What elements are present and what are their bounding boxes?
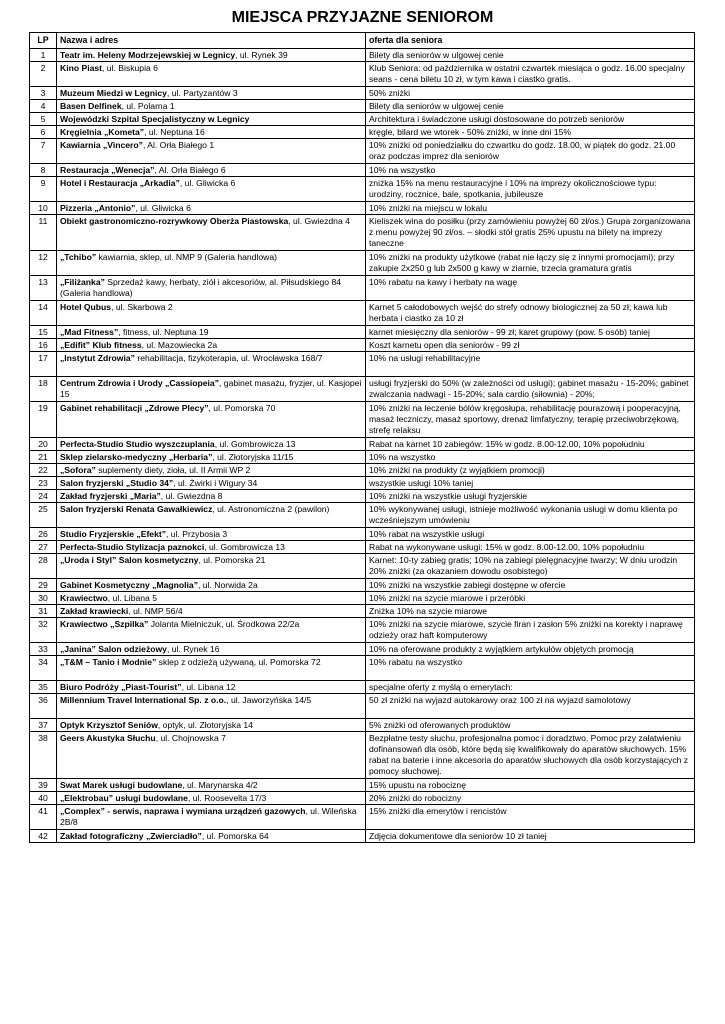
place-address: , ul. Pomorska 21 xyxy=(198,555,266,565)
place-name: Krawiectwo xyxy=(60,593,108,603)
place-name: „Instytut Zdrowia” xyxy=(60,353,135,363)
place-name-address xyxy=(57,202,366,215)
place-name: Gabinet rehabilitacji „Zdrowe Plecy” xyxy=(60,403,209,413)
table-row xyxy=(30,643,695,656)
place-address: , ul. Pomorska 64 xyxy=(201,831,269,841)
place-address: , ul. Rynek 16 xyxy=(166,644,220,654)
row-number: 17 xyxy=(30,352,57,377)
table-row xyxy=(30,503,695,528)
senior-offer: 15% upustu na robociznę xyxy=(366,779,695,792)
place-address: , ul. Mazowiecka 2a xyxy=(141,340,218,350)
senior-offer: Rabat na wykonywane usługi: 15% w godz. 8.00-12.00, 10% popołudniu xyxy=(366,541,695,554)
row-number: 41 xyxy=(30,805,57,830)
place-name: Biuro Podróży „Piast-Tourist” xyxy=(60,682,182,692)
senior-offer: 50 zł zniżki na wyjazd autokarowy oraz 100 zł na wyjazd samolotowy xyxy=(366,694,695,719)
place-address: , ul. Chojnowska 7 xyxy=(155,733,226,743)
place-name-address xyxy=(57,100,366,113)
place-address: , fitness, ul. Neptuna 19 xyxy=(118,327,209,337)
row-number: 35 xyxy=(30,681,57,694)
place-name: Zakład krawiecki xyxy=(60,606,129,616)
row-number: 34 xyxy=(30,656,57,681)
place-name-address xyxy=(57,251,366,276)
place-address: Sprzedaż kawy, herbaty, ziół i akcesoriów, al. Piłsudskiego 84 (Galeria handlowa) xyxy=(60,277,342,298)
place-name: Sklep zielarsko-medyczny „Herbaria” xyxy=(60,452,213,462)
place-name: Gabinet Kosmetyczny „Magnolia” xyxy=(60,580,199,590)
table-row xyxy=(30,592,695,605)
senior-offer: karnet miesięczny dla seniorów - 99 zł; karet grupowy (pow. 5 osób) taniej xyxy=(366,326,695,339)
table-row xyxy=(30,251,695,276)
place-address: , ul. Skarbowa 2 xyxy=(111,302,173,312)
place-address: , ul. Wileńska 2B/8 xyxy=(60,806,357,827)
place-address: , ul. Pomorska 70 xyxy=(208,403,276,413)
row-number: 8 xyxy=(30,164,57,177)
place-address: Jolanta Mielniczuk, ul. Środkowa 22/2a xyxy=(148,619,300,629)
place-name: „T&M – Tanio i Modnie” xyxy=(60,657,157,667)
place-address: kawiarnia, sklep, ul. NMP 9 (Galeria handlowa) xyxy=(96,252,277,262)
table-row xyxy=(30,301,695,326)
place-name-address xyxy=(57,503,366,528)
senior-offer: 10% na usługi rehabilitacyjne xyxy=(366,352,695,377)
place-address: , ul. Libana 5 xyxy=(107,593,157,603)
place-name: Perfecta-Studio Stylizacja paznokci xyxy=(60,542,205,552)
senior-offer: 10% na wszystko xyxy=(366,164,695,177)
header-name-address: Nazwa i adres xyxy=(57,33,366,49)
senior-offer: Karnet: 10-ty zabieg gratis; 10% na zabiegi pielęgnacyjne twarzy; W dniu urodzin 20% zniżki (za okazaniem dowodu osobistego) xyxy=(366,554,695,579)
place-name: Studio Fryzjerskie „Efekt” xyxy=(60,529,167,539)
senior-offer: 10% na oferowane produkty z wyjątkiem artykułów objętych promocją xyxy=(366,643,695,656)
place-name-address xyxy=(57,464,366,477)
place-address: , ul. Norwida 2a xyxy=(198,580,258,590)
place-name: Pizzeria „Antonio” xyxy=(60,203,136,213)
row-number: 21 xyxy=(30,451,57,464)
table-row xyxy=(30,352,695,377)
table-row xyxy=(30,49,695,62)
table-row xyxy=(30,694,695,719)
place-address: , ul. Gwiezdna 8 xyxy=(160,491,223,501)
row-number: 14 xyxy=(30,301,57,326)
row-number: 10 xyxy=(30,202,57,215)
place-name: Centrum Zdrowia i Urody „Cassiopeia” xyxy=(60,378,220,388)
place-name-address xyxy=(57,49,366,62)
senior-offer: wszystkie usługi 10% taniej xyxy=(366,477,695,490)
table-row xyxy=(30,528,695,541)
table-row xyxy=(30,451,695,464)
place-address: , ul. Gombrowicza 13 xyxy=(214,439,296,449)
table-row xyxy=(30,719,695,732)
row-number: 16 xyxy=(30,339,57,352)
place-name-address xyxy=(57,681,366,694)
place-name-address xyxy=(57,301,366,326)
place-name: Hotel Qubus xyxy=(60,302,112,312)
header-offer: oferta dla seniora xyxy=(366,33,695,49)
table-row xyxy=(30,779,695,792)
row-number: 2 xyxy=(30,62,57,87)
senior-offer: Bezpłatne testy słuchu, profesjonalna pomoc i doradztwo. Pomoc przy załatwieniu dofinansowań dla osób, które będą się kwalifikowały do aparatów słuchowych. 15% rabat na baterie i inne akcesoria do aparatów słuchowych dla osób korzystających z pomocy słuchowej. xyxy=(366,732,695,779)
place-name-address xyxy=(57,528,366,541)
table-row xyxy=(30,656,695,681)
place-name: Zakład fryzjerski „Maria” xyxy=(60,491,161,501)
table-row xyxy=(30,62,695,87)
place-name-address xyxy=(57,377,366,402)
row-number: 37 xyxy=(30,719,57,732)
table-row xyxy=(30,215,695,251)
page-title: MIEJSCA PRZYJAZNE SENIOROM xyxy=(231,9,494,26)
place-address: , ul. Złotoryjska 11/15 xyxy=(212,452,294,462)
place-name: Krawiectwo „Szpilka” xyxy=(60,619,149,629)
row-number: 13 xyxy=(30,276,57,301)
table-row xyxy=(30,113,695,126)
table-row xyxy=(30,377,695,402)
row-number: 11 xyxy=(30,215,57,251)
senior-offer: 20% zniżki do robocizny xyxy=(366,792,695,805)
senior-offer: 10% zniżki na wszystkie zabiegi dostępne w ofercie xyxy=(366,579,695,592)
place-address: rehabilitacja, fizykoterapia, ul. Wrocławska 168/7 xyxy=(134,353,323,363)
senior-offer: 50% zniżki xyxy=(366,87,695,100)
table-row xyxy=(30,202,695,215)
senior-offer: Karnet 5 całodobowych wejść do strefy odnowy biologicznej za 50 zł; kawa lub herbata i ciastko za 10 zł xyxy=(366,301,695,326)
place-address: , ul. Roosevelta 17/3 xyxy=(187,793,267,803)
place-name-address xyxy=(57,177,366,202)
row-number: 36 xyxy=(30,694,57,719)
row-number: 18 xyxy=(30,377,57,402)
senior-offer: kręgle, bilard we wtorek - 50% zniżki, w inne dni 15% xyxy=(366,126,695,139)
senior-offer: 5% zniżki od oferowanych produktów xyxy=(366,719,695,732)
senior-offer: 10% zniżki na wszystkie usługi fryzjerskie xyxy=(366,490,695,503)
place-name-address xyxy=(57,326,366,339)
row-number: 4 xyxy=(30,100,57,113)
table-row xyxy=(30,477,695,490)
place-name-address xyxy=(57,792,366,805)
table-row xyxy=(30,339,695,352)
senior-offer: 10% zniżki na miejscu w lokalu xyxy=(366,202,695,215)
senior-offer: Rabat na karnet 10 zabiegów: 15% w godz. 8.00-12.00, 10% popołudniu xyxy=(366,438,695,451)
header-lp: LP xyxy=(30,33,57,49)
row-number: 24 xyxy=(30,490,57,503)
senior-offer: 10% zniżki na produkty (z wyjątkiem promocji) xyxy=(366,464,695,477)
place-address: , ul. Libana 12 xyxy=(181,682,236,692)
place-name: Geers Akustyka Słuchu xyxy=(60,733,156,743)
senior-offer: 10% na wszystko xyxy=(366,451,695,464)
row-number: 42 xyxy=(30,830,57,843)
senior-offer: 10% zniżki od poniedziałku do czwartku do godz. 18.00, w piątek do godz. 21.00 oraz podczas imprez dla seniorów xyxy=(366,139,695,164)
row-number: 39 xyxy=(30,779,57,792)
table-row xyxy=(30,490,695,503)
senior-offer: Klub Seniora: od października w ostatni czwartek miesiąca o godz. 16.00 specjalny seans - cena biletu 10 zł, w tym kawa i ciastko gratis. xyxy=(366,62,695,87)
place-name: Salon fryzjerski „Studio 34” xyxy=(60,478,174,488)
row-number: 27 xyxy=(30,541,57,554)
senior-offer: Architektura i świadczone usługi dostosowane do potrzeb seniorów xyxy=(366,113,695,126)
place-name-address xyxy=(57,276,366,301)
place-name-address xyxy=(57,87,366,100)
row-number: 5 xyxy=(30,113,57,126)
senior-offer: zniżka 15% na menu restauracyjne i 10% na imprezy okolicznościowe typu: urodziny, rocznice, bale, spotkania, jubileusze xyxy=(366,177,695,202)
row-number: 40 xyxy=(30,792,57,805)
senior-offer: 15% zniżki dla emerytów i rencistów xyxy=(366,805,695,830)
senior-offer: 10% zniżki na szycie miarowe i przeróbki xyxy=(366,592,695,605)
table-row xyxy=(30,681,695,694)
table-row xyxy=(30,605,695,618)
table-header-row xyxy=(30,33,695,49)
place-address: sklep z odzieżą używaną, ul. Pomorska 72 xyxy=(156,657,321,667)
table-row xyxy=(30,805,695,830)
place-name-address xyxy=(57,490,366,503)
place-name-address xyxy=(57,779,366,792)
row-number: 38 xyxy=(30,732,57,779)
row-number: 7 xyxy=(30,139,57,164)
place-address: , ul. Gwiezdna 4 xyxy=(288,216,350,226)
row-number: 23 xyxy=(30,477,57,490)
table-row xyxy=(30,87,695,100)
place-address: , ul. Gliwicka 6 xyxy=(179,178,236,188)
place-name: „Complex” - serwis, naprawa i wymiana urządzeń gazowych xyxy=(60,806,306,816)
table-row xyxy=(30,126,695,139)
row-number: 30 xyxy=(30,592,57,605)
place-address: , ul. Gombrowicza 13 xyxy=(204,542,285,552)
place-address: , ul. Marynarska 4/2 xyxy=(182,780,258,790)
place-name-address xyxy=(57,62,366,87)
row-number: 9 xyxy=(30,177,57,202)
table-row xyxy=(30,792,695,805)
place-name-address xyxy=(57,719,366,732)
table-row xyxy=(30,276,695,301)
place-name-address xyxy=(57,438,366,451)
place-name: „Tchibo” xyxy=(60,252,97,262)
row-number: 1 xyxy=(30,49,57,62)
place-name: Teatr im. Heleny Modrzejewskiej w Legnicy xyxy=(60,50,236,60)
place-name-address xyxy=(57,805,366,830)
place-name: Restauracja „Wenecja” xyxy=(60,165,155,175)
place-name-address xyxy=(57,164,366,177)
place-address: , ul. NMP 56/4 xyxy=(128,606,183,616)
senior-offer: Koszt karnetu open dla seniorów - 99 zł xyxy=(366,339,695,352)
place-name: Zakład fotograficzny „Zwierciadło” xyxy=(60,831,202,841)
senior-offer: Bilety dla seniorów w ulgowej cenie xyxy=(366,49,695,62)
senior-offer: usługi fryzjerski do 50% (w zależności od usługi); gabinet masażu - 15-20%; gabinet zwalczania nadwagi - 15-20%; sala cardio (siłownia) - 20%; xyxy=(366,377,695,402)
place-name: „Edifit” Klub fitness xyxy=(60,340,142,350)
table-row xyxy=(30,464,695,477)
senior-offer: 10% zniżki na szycie miarowe, szycie firan i zasłon 5% zniżki na korekty i naprawę odzieży oraz haft komputerowy xyxy=(366,618,695,643)
place-name-address xyxy=(57,451,366,464)
senior-places-table xyxy=(29,32,695,843)
place-address: , gabinet masażu, fryzjer, ul. Kasjopei 15 xyxy=(60,378,362,399)
place-name-address xyxy=(57,694,366,719)
place-name-address xyxy=(57,113,366,126)
table-row xyxy=(30,541,695,554)
place-name: Optyk Krzysztof Seniów xyxy=(60,720,158,730)
place-address: , ul. Astronomiczna 2 (pawilon) xyxy=(212,504,330,514)
table-row xyxy=(30,326,695,339)
place-name: „Uroda i Styl” Salon kosmetyczny xyxy=(60,555,199,565)
senior-offer: 10% zniżki na produkty użytkowe (rabat nie łączy się z innymi promocjami); przy zakupie 2x250 g lub 2x500 g kawy w ziarnie, trzecia gramatura gratis xyxy=(366,251,695,276)
table-row xyxy=(30,830,695,843)
senior-offer: Kieliszek wina do posiłku (przy zamówieniu powyżej 60 zł/os.) Grupa zorganizowana z menu powyżej 90 zł/os. – słodki stół gratis 25% upustu na bilety na imprezy taneczne xyxy=(366,215,695,251)
table-row xyxy=(30,164,695,177)
place-name: Kręgielnia „Kometa” xyxy=(60,127,145,137)
place-name-address xyxy=(57,402,366,438)
senior-offer: Zniżka 10% na szycie miarowe xyxy=(366,605,695,618)
row-number: 12 xyxy=(30,251,57,276)
place-name: Hotel i Restauracja „Arkadia” xyxy=(60,178,180,188)
place-name: Perfecta-Studio Studio wyszczuplania xyxy=(60,439,215,449)
row-number: 28 xyxy=(30,554,57,579)
senior-offer: 10% zniżki na leczenie bólów kręgosłupa, rehabilitację pourazową i pooperacyjną, masaż leczniczy, masaż sportowy, drenaż limfatyczny, terapię przeciwobrzękową, strefę relaksu xyxy=(366,402,695,438)
place-name: „Sofora” xyxy=(60,465,96,475)
place-name: „Janina” Salon odzieżowy xyxy=(60,644,167,654)
place-address: suplementy diety, zioła, ul. II Armii WP 2 xyxy=(95,465,251,475)
place-address: , ul. Partyzantów 3 xyxy=(166,88,238,98)
senior-offer: specjalne oferty z myślą o emerytach: xyxy=(366,681,695,694)
place-name: Kino Piast xyxy=(60,63,103,73)
place-name-address xyxy=(57,126,366,139)
place-name-address xyxy=(57,554,366,579)
row-number: 25 xyxy=(30,503,57,528)
senior-offer: Zdjęcia dokumentowe dla seniorów 10 zł taniej xyxy=(366,830,695,843)
row-number: 20 xyxy=(30,438,57,451)
row-number: 32 xyxy=(30,618,57,643)
place-address: , optyk, ul. Złotoryjska 14 xyxy=(157,720,253,730)
row-number: 31 xyxy=(30,605,57,618)
place-name: Wojewódzki Szpital Specjalistyczny w Legnicy xyxy=(60,114,250,124)
place-name-address xyxy=(57,605,366,618)
place-address: , ul. Biskupia 6 xyxy=(102,63,158,73)
row-number: 15 xyxy=(30,326,57,339)
senior-offer: Bilety dla seniorów w ulgowej cenie xyxy=(366,100,695,113)
place-name-address xyxy=(57,643,366,656)
table-row xyxy=(30,139,695,164)
place-address: , ul. Rynek 39 xyxy=(235,50,288,60)
row-number: 29 xyxy=(30,579,57,592)
row-number: 22 xyxy=(30,464,57,477)
table-row xyxy=(30,100,695,113)
place-name: Obiekt gastronomiczno-rozrywkowy Oberża Piastowska xyxy=(60,216,289,226)
place-address: , Al. Orła Białego 1 xyxy=(142,140,215,150)
place-address: , ul. Jaworzyńska 14/5 xyxy=(226,695,312,705)
table-row xyxy=(30,579,695,592)
table-row xyxy=(30,402,695,438)
place-name-address xyxy=(57,541,366,554)
place-name: Salon fryzjerski Renata Gawałkiewicz xyxy=(60,504,213,514)
table-row xyxy=(30,438,695,451)
place-address: , ul. Żwirki i Wigury 34 xyxy=(173,478,258,488)
place-name-address xyxy=(57,656,366,681)
place-address: , Al. Orła Białego 6 xyxy=(154,165,226,175)
place-name-address xyxy=(57,339,366,352)
place-name-address xyxy=(57,618,366,643)
place-name-address xyxy=(57,732,366,779)
place-name-address xyxy=(57,215,366,251)
table-row xyxy=(30,554,695,579)
place-name-address xyxy=(57,579,366,592)
place-name: Millennium Travel International Sp. z o.o. xyxy=(60,695,227,705)
senior-offer: 10% rabatu na wszystko xyxy=(366,656,695,681)
place-address: , ul. Neptuna 16 xyxy=(144,127,205,137)
place-name: „Elektrobau” usługi budowlane xyxy=(60,793,188,803)
place-name-address xyxy=(57,477,366,490)
place-name: „Mad Fitness” xyxy=(60,327,119,337)
place-name-address xyxy=(57,139,366,164)
row-number: 6 xyxy=(30,126,57,139)
place-name: Kawiarnia „Vincero” xyxy=(60,140,143,150)
place-address: , ul. Przybosia 3 xyxy=(166,529,228,539)
row-number: 19 xyxy=(30,402,57,438)
row-number: 3 xyxy=(30,87,57,100)
table-row xyxy=(30,177,695,202)
place-name-address xyxy=(57,352,366,377)
place-name: Muzeum Miedzi w Legnicy xyxy=(60,88,167,98)
row-number: 33 xyxy=(30,643,57,656)
senior-offer: 10% wykonywanej usługi, istnieje możliwość wykonania usługi w domu klienta po wcześniejszym umówieniu xyxy=(366,503,695,528)
place-address: , ul. Gliwicka 6 xyxy=(135,203,191,213)
table-row xyxy=(30,618,695,643)
place-address: , ul. Polarna 1 xyxy=(121,101,175,111)
place-name-address xyxy=(57,592,366,605)
senior-offer: 10% rabatu na kawy i herbaty na wagę xyxy=(366,276,695,301)
place-name: Basen Delfinek xyxy=(60,101,122,111)
row-number: 26 xyxy=(30,528,57,541)
table-row xyxy=(30,732,695,779)
place-name-address xyxy=(57,830,366,843)
place-name: „Filiżanka” xyxy=(60,277,105,287)
place-name: Swat Marek usługi budowlane xyxy=(60,780,183,790)
senior-offer: 10% rabat na wszystkie usługi xyxy=(366,528,695,541)
